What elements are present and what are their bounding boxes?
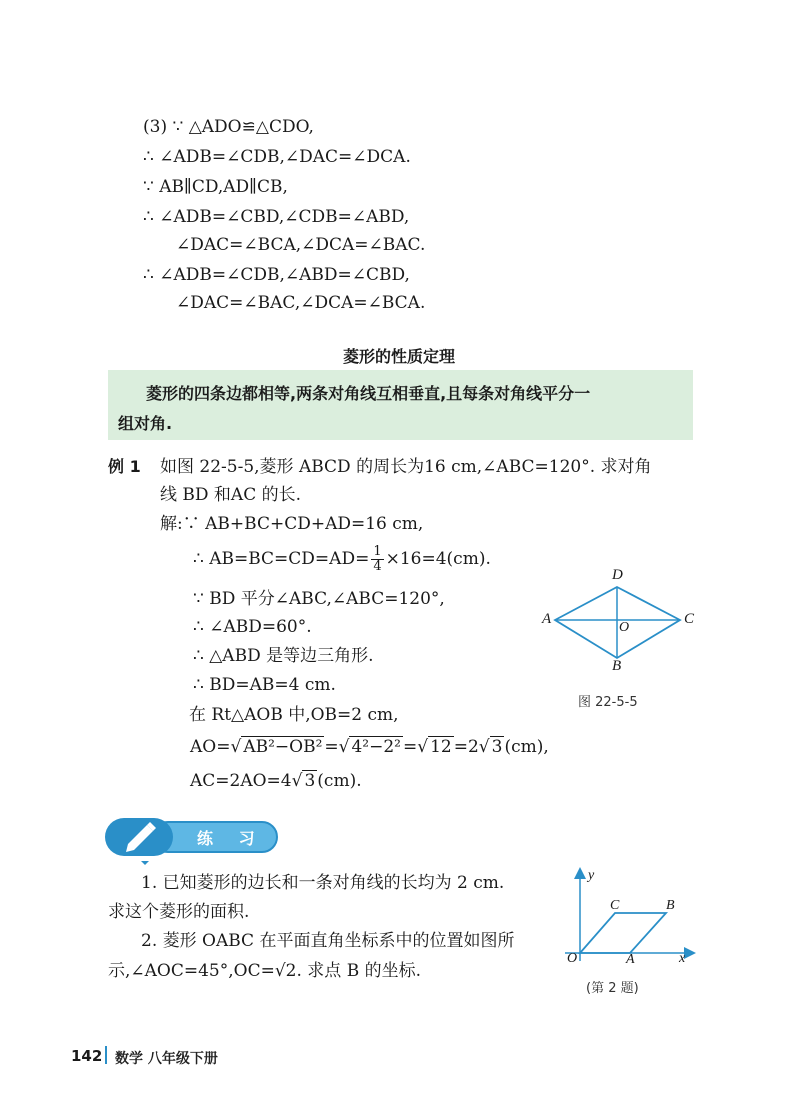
rhombus-label-b: B — [612, 658, 622, 674]
solution-line-4: ∴ ∠ABD=60°. — [193, 617, 312, 637]
proof-line-3: ∵ AB∥CD,AD∥CB, — [143, 177, 288, 197]
rhombus-label-c: C — [684, 611, 695, 627]
exercise-title: 练 习 — [197, 829, 265, 848]
ao-lhs: AO= — [190, 737, 231, 757]
sqrt-sign-icon: √ — [230, 737, 242, 757]
sqrt-3-b: 3 — [304, 771, 316, 791]
sqrt-sign-icon: √ — [338, 737, 350, 757]
figure-caption-2: (第 2 题) — [586, 981, 639, 996]
theorem-line-1: 菱形的四条边都相等,两条对角线互相垂直,且每条对角线平分一 — [146, 384, 591, 403]
rhombus-label-a: A — [542, 611, 552, 627]
solution-line-2-post: ×16=4(cm). — [385, 549, 491, 569]
coord-label-b: B — [666, 898, 675, 913]
solution-line-2-pre: ∴ AB=BC=CD=AD= — [193, 549, 370, 569]
solution-line-6: ∴ BD=AB=4 cm. — [193, 675, 336, 695]
proof-line-1: (3) ∵ △ADO≌△CDO, — [143, 117, 314, 137]
solution-line-1: 解:∵ AB+BC+CD+AD=16 cm, — [160, 514, 424, 534]
exercise-q1-line-2: 求这个菱形的面积. — [108, 902, 250, 922]
equals-sign: = — [403, 737, 418, 757]
rhombus-label-d: D — [612, 567, 623, 583]
solution-line-5: ∴ △ABD 是等边三角形. — [193, 646, 374, 666]
coord-label-y: y — [588, 868, 595, 883]
section-title: 菱形的性质定理 — [343, 347, 456, 366]
sqrt-3: 3 — [491, 737, 503, 757]
page-number: 142 — [71, 1047, 103, 1065]
fraction-denominator: 4 — [373, 559, 382, 574]
sqrt-sign-icon: √ — [291, 771, 303, 791]
rhombus-label-o: O — [619, 620, 630, 635]
theorem-box — [108, 370, 693, 440]
example-problem-line-1: 如图 22-5-5,菱形 ABCD 的周长为16 cm,∠ABC=120°. 求对角 — [160, 457, 652, 477]
footer-book-title: 数学 八年级下册 — [115, 1051, 218, 1067]
coord-label-a: A — [626, 952, 635, 967]
unit-cm-b: (cm). — [317, 771, 362, 791]
coord-label-x: x — [679, 951, 686, 966]
proof-line-6: ∴ ∠ADB=∠CDB,∠ABD=∠CBD, — [143, 265, 410, 285]
solution-line-8 — [190, 736, 549, 758]
sqrt-sign-icon: √ — [417, 737, 429, 757]
exercise-q2-line-2: 示,∠AOC=45°,OC=√2. 求点 B 的坐标. — [108, 961, 421, 981]
fraction-numerator: 1 — [373, 544, 382, 559]
fraction-one-quarter — [371, 545, 383, 574]
figure-caption-1: 图 22-5-5 — [578, 695, 638, 710]
coordinate-figure — [560, 865, 700, 965]
solution-line-2 — [193, 545, 491, 574]
coord-label-o: O — [567, 951, 578, 966]
equals-two: =2 — [453, 737, 479, 757]
proof-line-7: ∠DAC=∠BAC,∠DCA=∠BCA. — [176, 293, 426, 313]
sqrt-12: 12 — [430, 737, 452, 757]
rhombus-oabc — [580, 913, 666, 953]
proof-line-4: ∴ ∠ADB=∠CBD,∠CDB=∠ABD, — [143, 207, 410, 227]
sqrt-sign-icon: √ — [478, 737, 490, 757]
sqrt-4-2: 4²−2² — [351, 737, 401, 757]
proof-line-5: ∠DAC=∠BCA,∠DCA=∠BAC. — [176, 235, 426, 255]
ac-expression: AC=2AO=4 — [190, 771, 292, 791]
sqrt-ab-ob: AB²−OB² — [243, 737, 323, 757]
coord-label-c: C — [610, 898, 620, 913]
theorem-line-2: 组对角. — [118, 414, 173, 433]
footer-divider — [105, 1046, 107, 1064]
solution-line-3: ∵ BD 平分∠ABC,∠ABC=120°, — [193, 589, 445, 609]
unit-cm: (cm), — [504, 737, 549, 757]
example-label: 例 1 — [108, 457, 141, 476]
exercise-q1-line-1: 1. 已知菱形的边长和一条对角线的长均为 2 cm. — [141, 873, 505, 893]
solution-line-9 — [190, 770, 362, 792]
equals-sign: = — [324, 737, 339, 757]
example-problem-line-2: 线 BD 和AC 的长. — [160, 485, 302, 505]
exercise-q2-line-1: 2. 菱形 OABC 在平面直角坐标系中的位置如图所 — [141, 931, 515, 951]
proof-line-2: ∴ ∠ADB=∠CDB,∠DAC=∠DCA. — [143, 147, 411, 167]
solution-line-7: 在 Rt△AOB 中,OB=2 cm, — [189, 705, 399, 725]
